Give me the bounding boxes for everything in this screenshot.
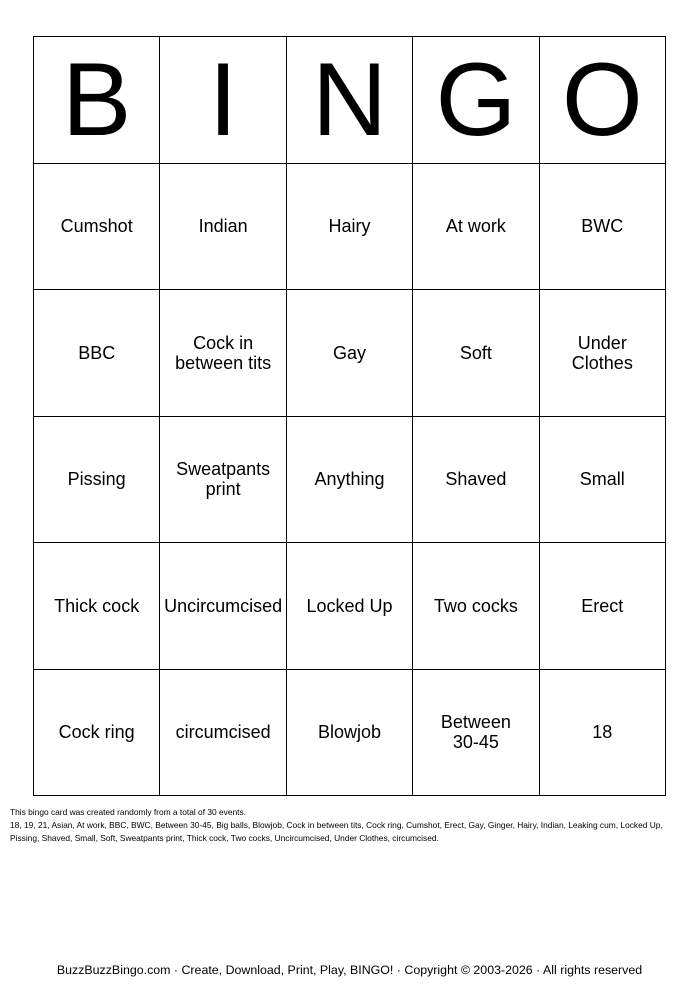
- bingo-cell: [34, 670, 160, 797]
- bingo-cell: [34, 417, 160, 544]
- cell-text: Shaved: [445, 469, 507, 490]
- bingo-cell: [287, 290, 413, 417]
- bingo-cell: [34, 290, 160, 417]
- bingo-cell: [413, 164, 539, 291]
- bingo-cell: [413, 417, 539, 544]
- cell-text: Cock ring: [58, 722, 135, 743]
- info-intro: This bingo card was created randomly from a total of 30 events.: [10, 807, 247, 817]
- cell-text: Cumshot: [60, 216, 133, 237]
- header-letter: B: [62, 41, 132, 158]
- bingo-cell: [160, 290, 286, 417]
- bingo-cell: [287, 670, 413, 797]
- cell-text: 18: [592, 722, 613, 743]
- cell-text: Gay: [332, 342, 366, 363]
- bingo-cell: [540, 290, 666, 417]
- bingo-cell: [540, 417, 666, 544]
- cell-text: Locked Up: [306, 595, 393, 616]
- header-cell-b: [34, 37, 160, 164]
- cell-text: Pissing: [67, 469, 126, 490]
- cell-text: Small: [579, 469, 625, 490]
- cell-text: Anything: [314, 469, 385, 490]
- card-info: [10, 806, 680, 845]
- cell-text: Hairy: [328, 216, 371, 237]
- cell-text: Indian: [198, 216, 248, 237]
- cell-text: Uncircumcised: [164, 595, 283, 616]
- cell-text: Soft: [459, 342, 492, 363]
- bingo-cell: [287, 164, 413, 291]
- cell-text: Erect: [581, 595, 624, 616]
- bingo-cell: [160, 670, 286, 797]
- header-letter: N: [311, 41, 388, 158]
- cell-text: BWC: [581, 216, 624, 237]
- bingo-cell: [160, 543, 286, 670]
- cell-text: Sweatpants print: [176, 459, 271, 500]
- cell-text: BBC: [78, 342, 116, 363]
- bingo-cell: [540, 670, 666, 797]
- bingo-cell: [160, 417, 286, 544]
- info-events: 18, 19, 21, Asian, At work, BBC, BWC, Between 30-45, Big balls, Blowjob, Cock in between tits, Cock ring, Cumshot, Erect, Gay, Ginger, Hairy, Indian, Leaking cum, Locked Up, Pissing, Shaved, Small, Soft, Sweatpants print, Thick cock, Two cocks, Uncircumcised, Under Clothes, circumcised.: [10, 820, 663, 844]
- bingo-cell: [287, 543, 413, 670]
- cell-text: Two cocks: [433, 595, 518, 616]
- header-letter: O: [561, 41, 643, 158]
- bingo-cell: [160, 164, 286, 291]
- cell-text: Blowjob: [317, 722, 382, 743]
- bingo-cell: [34, 164, 160, 291]
- bingo-cell: [287, 417, 413, 544]
- bingo-cell: [413, 670, 539, 797]
- bingo-cell: [540, 164, 666, 291]
- cell-text: Thick cock: [54, 595, 140, 616]
- cell-text: Under Clothes: [571, 332, 633, 373]
- bingo-cell: [540, 543, 666, 670]
- header-letter: I: [208, 41, 238, 158]
- site-footer: BuzzBuzzBingo.com · Create, Download, Print, Play, BINGO! · Copyright © 2003-2026 · All rights reserved: [56, 963, 643, 977]
- bingo-cell: [413, 543, 539, 670]
- cell-text: circumcised: [175, 722, 271, 743]
- cell-text: At work: [445, 216, 506, 237]
- bingo-cell: [413, 290, 539, 417]
- header-letter: G: [435, 41, 517, 158]
- cell-text: Between 30-45: [440, 712, 511, 753]
- header-cell-i: [160, 37, 286, 164]
- header-cell-g: [413, 37, 539, 164]
- cell-text: Cock in between tits: [175, 332, 272, 373]
- bingo-cell: [34, 543, 160, 670]
- bingo-card: [33, 36, 666, 796]
- header-cell-o: [540, 37, 666, 164]
- header-cell-n: [287, 37, 413, 164]
